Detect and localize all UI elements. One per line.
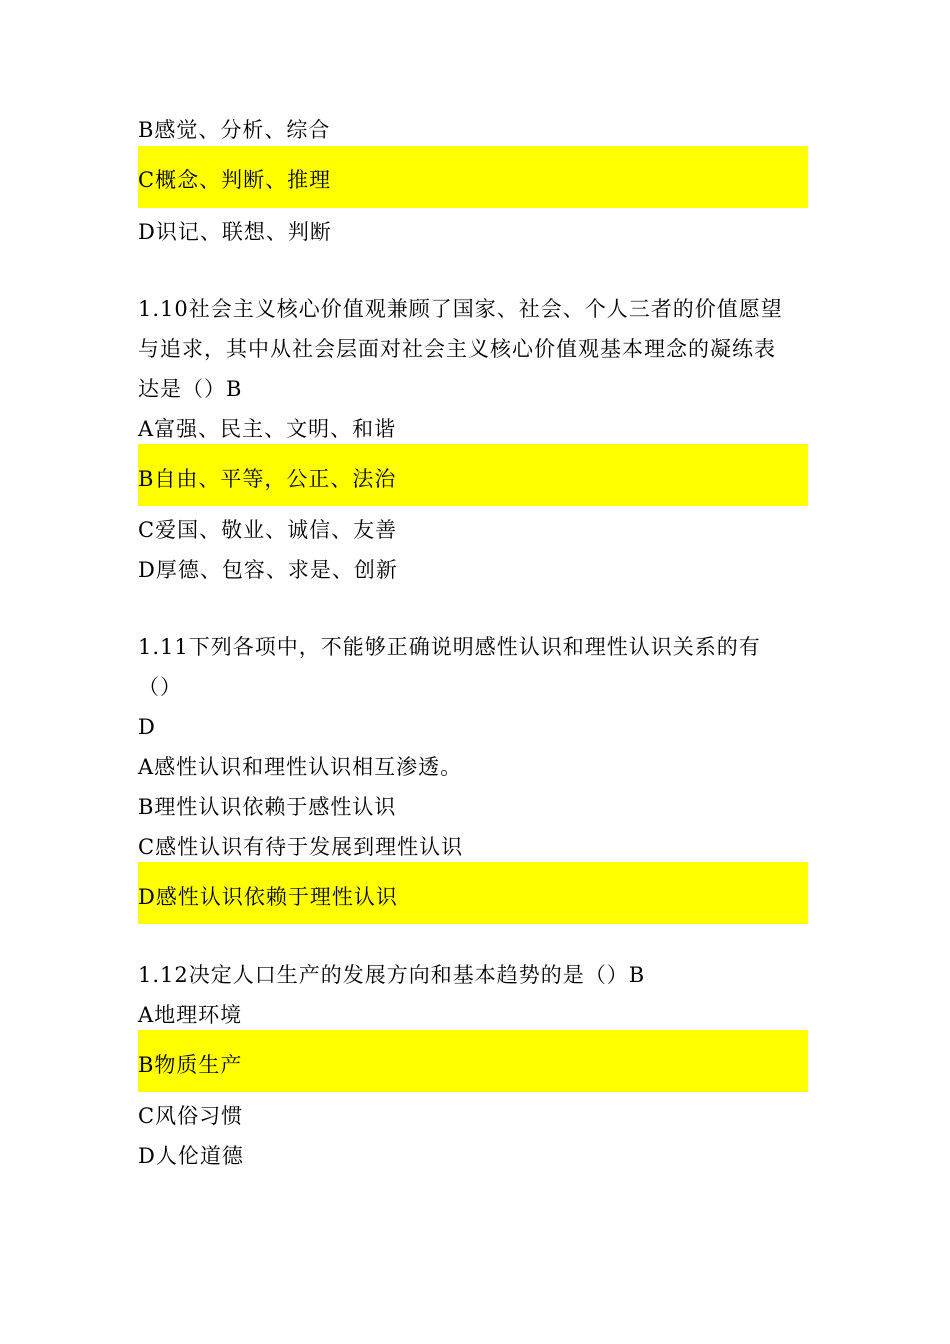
question-1-11-answer: D [138, 715, 156, 739]
question-1-11-text-line1: 1.11下列各项中，不能够正确说明感性认识和理性认识关系的有 [138, 635, 761, 659]
option-b: B感觉、分析、综合 [138, 118, 331, 142]
option-d: D识记、联想、判断 [138, 220, 332, 244]
question-1-10-text-line3: 达是（）B [138, 377, 243, 401]
option-c: C感性认识有待于发展到理性认识 [138, 835, 464, 859]
option-b: B自由、平等，公正、法治 [138, 467, 397, 491]
option-a: A地理环境 [138, 1003, 243, 1027]
option-a: A感性认识和理性认识相互渗透。 [138, 755, 463, 779]
question-1-11-text-line2: （） [138, 675, 182, 699]
option-d: D感性认识依赖于理性认识 [138, 885, 398, 909]
option-c: C概念、判断、推理 [138, 168, 332, 192]
question-1-10-text-line2: 与追求，其中从社会层面对社会主义核心价值观基本理念的凝练表 [138, 337, 776, 361]
option-c: C风俗习惯 [138, 1104, 244, 1128]
option-a: A富强、民主、文明、和谐 [138, 417, 397, 441]
option-d: D厚德、包容、求是、创新 [138, 558, 398, 582]
option-b: B物质生产 [138, 1053, 243, 1077]
question-1-12-text-line1: 1.12决定人口生产的发展方向和基本趋势的是（）B [138, 963, 646, 987]
highlighted-answer [138, 444, 808, 506]
highlighted-answer [138, 146, 808, 208]
option-b: B理性认识依赖于感性认识 [138, 795, 397, 819]
option-d: D人伦道德 [138, 1144, 244, 1168]
highlighted-answer [138, 1030, 808, 1092]
question-1-10-text-line1: 1.10社会主义核心价值观兼顾了国家、社会、个人三者的价值愿望 [138, 297, 783, 321]
highlighted-answer [138, 862, 808, 924]
option-c: C爱国、敬业、诚信、友善 [138, 518, 398, 542]
